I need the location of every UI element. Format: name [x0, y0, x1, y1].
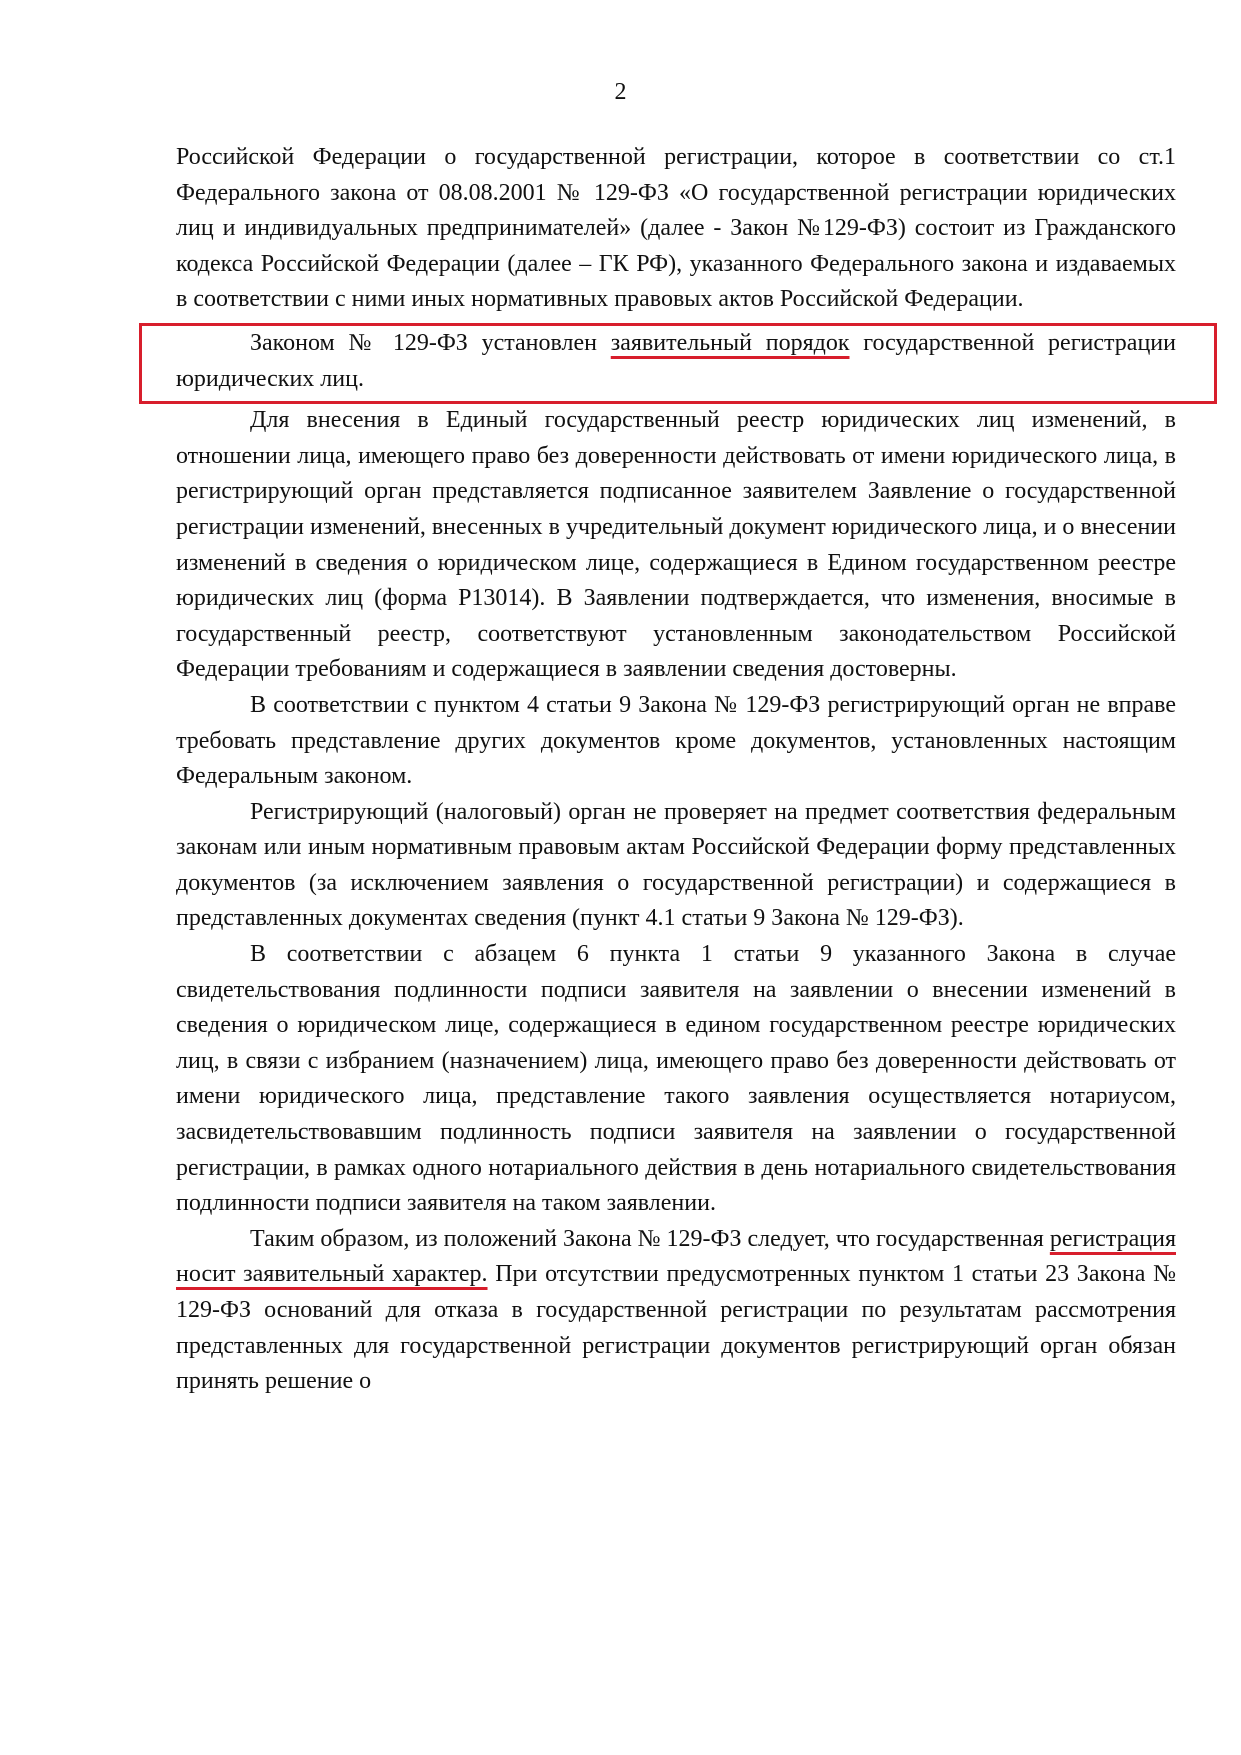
paragraph-conclusion: [176, 1222, 1176, 1400]
underlined-phrase: заявительный порядок: [610, 329, 850, 356]
paragraph: Регистрирующий (налоговый) орган не проверяет на предмет соответствия федеральным законам или иным нормативным правовым актам Российской Федерации форму представленных документов (за исключением заявления о государственной регистрации) и содержащиеся в представленных документах сведения (пункт 4.1 статьи 9 Закона № 129-ФЗ).: [176, 798, 1176, 932]
paragraph-boxed: [176, 326, 1176, 397]
paragraph: В соответствии с пунктом 4 статьи 9 Закона № 129-ФЗ регистрирующий орган не вправе требовать представление других документов кроме документов, установленных настоящим Федеральным законом.: [176, 691, 1176, 790]
paragraph-text: Таким образом, из положений Закона № 129-ФЗ следует, что государственная: [250, 1225, 1050, 1252]
paragraph-continuation: Российской Федерации о государственной регистрации, которое в соответствии со ст.1 Федерального закона от 08.08.2001 № 129-ФЗ «О государственной регистрации юридических лиц и индивидуальных предпринимателей» (далее - Закон №129-ФЗ) состоит из Гражданского кодекса Российской Федерации (далее – ГК РФ), указанного Федерального закона и издаваемых в соответствии с ними иных нормативных правовых актов Российской Федерации.: [176, 144, 1176, 313]
highlight-box: [142, 326, 1214, 401]
page-number: 2: [614, 79, 627, 105]
paragraph: В соответствии с абзацем 6 пункта 1 статьи 9 указанного Закона в случае свидетельствования подлинности подписи заявителя на заявлении о внесении изменений в сведения о юридическом лице, содержащиеся в едином государственном реестре юридических лиц, в связи с избранием (назначением) лица, имеющего право без доверенности действовать от имени юридического лица, представление такого заявления осуществляется нотариусом, засвидетельствовавшим подлинность подписи заявителя на заявлении о государственной регистрации, в рамках одного нотариального действия в день нотариального свидетельствования подлинности подписи заявителя на таком заявлении.: [176, 941, 1176, 1217]
paragraph-text: При отсутствии предусмотренных пунктом 1 статьи 23 Закона № 129-ФЗ оснований для отказа в государственной регистрации по результатам рассмотрения представленных для государственной регистрации документов регистрирующий орган обязан принять решение о: [176, 1261, 1177, 1395]
document-body: [176, 140, 1176, 1400]
paragraph-text: государственной регистрации юридических лиц.: [176, 329, 1176, 392]
paragraph-text: Законом № 129-ФЗ установлен: [250, 329, 611, 356]
paragraph: Для внесения в Единый государственный реестр юридических лиц изменений, в отношении лица, имеющего право без доверенности действовать от имени юридического лица, в регистрирующий орган представляется подписанное заявителем Заявление о государственной регистрации изменений, внесенных в учредительный документ юридического лица, и о внесении изменений в сведения о юридическом лице, содержащиеся в Едином государственном реестре юридических лиц (форма Р13014). В Заявлении подтверждается, что изменения, вносимые в государственный реестр, соответствуют установленным законодательством Российской Федерации требованиям и содержащиеся в заявлении сведения достоверны.: [176, 407, 1176, 683]
underlined-phrase: регистрация носит заявительный характер.: [176, 1225, 1176, 1288]
